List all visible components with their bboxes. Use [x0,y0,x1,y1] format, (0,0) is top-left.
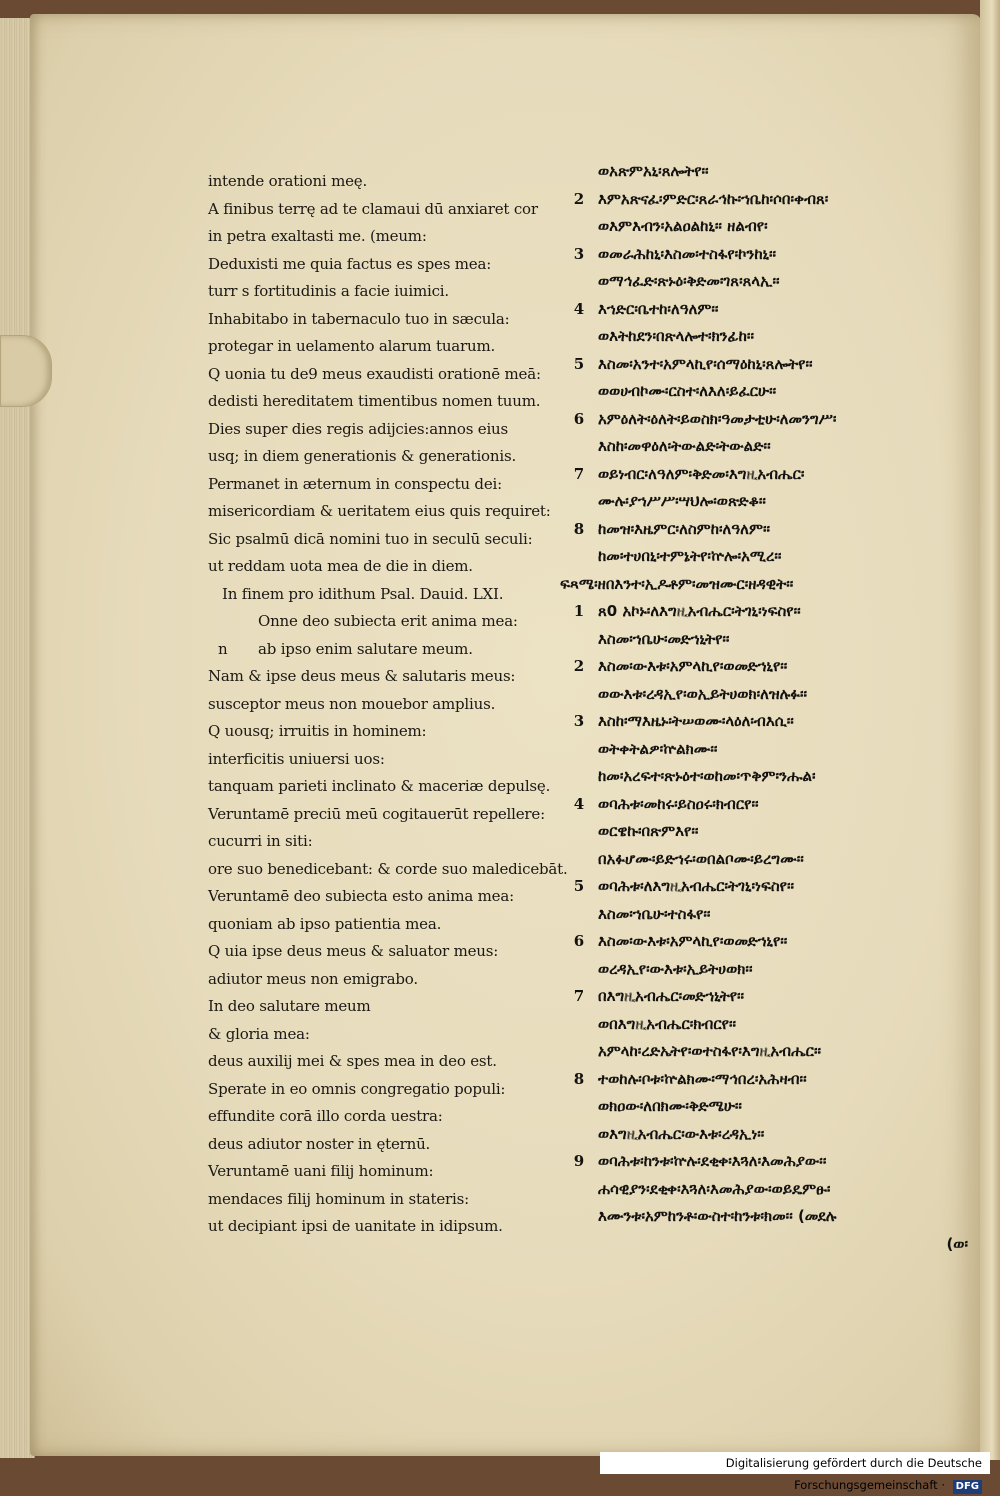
book-clasp [0,335,52,407]
verse-number: 9 [573,1152,585,1170]
ethiopic-line [560,1176,980,1204]
ethiopic-line-text: በአፉሆሙ፡ይድኀሩ፡ወበልቦሙ፡ይረግሙ፡፡ [598,849,804,868]
ethiopic-line [560,1203,980,1231]
latin-line [208,773,551,801]
ethiopic-line-text: እስመ፡ውእቱ፡አምላኪየ፡ወመድኀኒየ፡፡ [598,657,788,675]
verse-number: 3 [573,712,585,730]
latin-line [208,911,548,939]
latin-line [208,801,548,829]
verse-number: 4 [573,299,585,318]
ethiopic-line [560,241,980,269]
latin-line-text: Veruntamē preciū meū cogitauerūt repellere: [208,804,545,823]
latin-line [208,1103,548,1131]
ethiopic-line [560,1066,980,1094]
ethiopic-line [560,1121,980,1149]
latin-line [208,828,548,856]
ethiopic-line [560,543,980,571]
latin-line-text: susceptor meus non mouebor amplius. [208,694,496,713]
ethiopic-line-text: ጸ0 አኮኑ፡ለእግዚአብሔር፡ትገኒ፡ነፍስየ፡፡ [598,602,801,620]
ethiopic-line [560,351,980,379]
verse-number: 8 [573,519,585,538]
ethiopic-line-text: እሙንቱ፡አምከንቶ፡ውስተ፡ከንቱ፡ክመ፡፡ (መደሉ [598,1207,837,1225]
verse-number: 4 [573,794,585,813]
ethiopic-line-text: ወርዌኩ፡በጽምእየ፡፡ [598,822,699,840]
ethiopic-line-text: ወእግዚአብሔር፡ውእቱ፡ረዳኢነ፡፡ [598,1124,765,1143]
dfg-logo: DFG [953,1480,982,1494]
ethiopic-line [560,571,980,599]
ethiopic-line-text: ከመዝ፡እዜምር፡ለስምከ፡ለዓለም፡፡ [598,519,771,538]
verse-number: 6 [573,409,585,428]
ethiopic-line [560,928,980,956]
verse-number: 5 [573,354,585,373]
latin-line-text: in petra exaltasti me. (meum: [208,227,427,245]
footer-text: Digitalisierung gefördert durch die Deutsche Forschungsgemeinschaft · [725,1456,982,1492]
ethiopic-line-text: እስመ፡አንተ፡አምላኪየ፡ሰማዕከኒ፡ጸሎትየ፡፡ [598,354,813,373]
latin-line [208,443,548,471]
latin-line [208,251,548,279]
latin-line [208,856,568,884]
latin-line [208,1213,548,1241]
ethiopic-line-text: ወመራሕከኒ፡እስመ፡ተስፋየ፡ኮንከኒ፡፡ [598,244,777,263]
latin-line [208,608,548,636]
ethiopic-line-text: ወአጽምአኒ፡ጸሎትየ፡፡ [598,162,709,180]
latin-line-text: quoniam ab ipso patientia mea. [208,914,442,933]
latin-line [208,746,548,774]
ethiopic-line-text: እኀድር፡ቤተከ፡ለዓለም፡፡ [598,299,719,318]
ethiopic-line [560,1148,980,1176]
verse-number: 1 [573,602,585,620]
ethiopic-line-text: ወባሕቱ፡መከሩ፡ይስዐሩ፡ክብርየ፡፡ [598,794,759,813]
latin-line-text: deus adiutor noster in ęternū. [208,1134,431,1153]
ethiopic-line [560,736,980,764]
ethiopic-line [560,1231,980,1259]
ethiopic-line-text: ሙሉ፡ያኀሥሥ፡ሣህሎ፡ወጽድቆ፡፡ [598,492,766,510]
ethiopic-line [560,461,980,489]
verse-number: 3 [573,244,585,263]
ethiopic-line [560,1038,980,1066]
latin-line-text: dedisti hereditatem timentibus nomen tuum. [208,392,541,410]
ethiopic-line [560,791,980,819]
latin-line-text: usq; in diem generationis & generationis. [208,447,517,465]
ethiopic-line-text: ወወሀብኮሙ፡ርስተ፡ለእለ፡ይፈርሁ፡፡ [598,382,777,400]
ethiopic-line [560,1011,980,1039]
verse-number: 2 [573,189,585,208]
latin-line [208,663,548,691]
ethiopic-line [560,1093,980,1121]
verse-number: 8 [573,1069,585,1088]
ethiopic-line-text: ከመ፡አረፍተ፡ጽኑዕተ፡ወከመ፡ጥቅም፡ንሑል፡ [598,767,816,785]
ethiopic-line-text: ወይነብር፡ለዓለም፡ቅድመ፡እግዚአብሔር፡ [598,464,805,483]
latin-line-text: mendaces filij hominum in stateris: [208,1189,469,1208]
ethiopic-line-text: እስከ፡ማእዜኑ፡ትሠወሙ፡ላዕለ፡ብእሲ፡፡ [598,712,794,730]
ethiopic-line-text: ፍጻሜ፡ዘበእንተ፡ኢዶቶም፡መዝሙር፡ዘዳዊት፡፡ [560,574,794,593]
ethiopic-line [560,158,980,186]
latin-line-text: Sperate in eo omnis congregatio populi: [208,1079,506,1098]
ethiopic-line [560,653,980,681]
ethiopic-line [560,488,980,516]
latin-line [208,1048,548,1076]
latin-line-text: protegar in uelamento alarum tuarum. [208,337,496,355]
ethiopic-line-text: ወማኅፈድ፡ጽኑዕ፡ቅድመ፡ገጸ፡ጸላኢ፡፡ [598,272,780,290]
latin-line-text: misericordiam & ueritatem eius quis requiret: [208,502,551,520]
ethiopic-line-text: በእግዚአብሔር፡መድኀኒትየ፡፡ [598,987,745,1005]
latin-line [208,1186,548,1214]
latin-line [208,581,548,609]
ethiopic-line-text: አምዕለት፡ዕለት፡ይወስክ፡ዓመታቲሁ፡ለመንግሥ፡ [598,409,837,428]
ethiopic-line [560,681,980,709]
ethiopic-line [560,983,980,1011]
latin-line [208,718,548,746]
latin-line-text: Permanet in æternum in conspectu dei: [208,474,502,493]
ethiopic-line [560,901,980,929]
latin-line-text: Onne deo subiecta erit anima mea: [258,612,518,630]
latin-line-text: ore suo benedicebant: & corde suo maledicebāt. [208,859,568,878]
latin-line-text: Deduxisti me quia factus es spes mea: [208,254,492,273]
verse-number: 7 [573,464,585,483]
ethiopic-line [560,323,980,351]
latin-line [208,1131,548,1159]
latin-line [208,471,548,499]
latin-line-text: intende orationi meę. [208,172,368,190]
latin-line [208,993,548,1021]
ethiopic-column [560,158,980,1258]
latin-line [208,306,548,334]
ethiopic-line [560,433,980,461]
latin-line [208,883,548,911]
ethiopic-line [560,626,980,654]
dfg-footer [600,1452,990,1492]
ethiopic-line-text: ወእትከደን፡በጽላሎተ፡ክንፊከ፡፡ [598,327,755,345]
ethiopic-line-text: ወባሕቱ፡ለእግዚአብሔር፡ትገኒ፡ነፍስየ፡፡ [598,877,795,895]
latin-line [208,553,548,581]
ethiopic-line-text: እስከ፡መዋዕለ፡ትውልድ፡ትውልድ፡፡ [598,437,771,455]
ethiopic-line-text: አምላከ፡ረድኤትየ፡ወተስፋየ፡እግዚአብሔር፡፡ [598,1042,822,1060]
ethiopic-line [560,213,980,241]
ethiopic-line-text: ወበእግዚአብሔር፡ክብርየ፡፡ [598,1014,737,1033]
latin-line [208,278,548,306]
latin-line-text: Veruntamē deo subiecta esto anima mea: [208,887,514,905]
latin-line-text: A finibus terrę ad te clamaui dū anxiaret cor [208,199,538,218]
latin-line [208,526,548,554]
ethiopic-line-text: ወባሕቱ፡ከንቱ፡ኵሉ፡ደቂቀ፡እጓለ፡እመሕያው፡፡ [598,1152,827,1170]
latin-line-text: adiutor meus non emigrabo. [208,969,418,988]
latin-line [208,361,548,389]
verse-number: 2 [573,657,585,675]
latin-line [208,168,548,196]
ethiopic-line [560,873,980,901]
ethiopic-line [560,846,980,874]
latin-line-text: Veruntamē uani filij hominum: [208,1162,434,1180]
ethiopic-line-text: ሐሳዊያን፡ደቂቀ፡እጓለ፡እመሕያው፡ወይዴምፁ፡ [598,1179,831,1198]
ethiopic-line-text: እስመ፡ውእቱ፡አምላኪየ፡ወመድኀኒየ፡፡ [598,932,788,950]
latin-line-text: deus auxilij mei & spes mea in deo est. [208,1052,497,1070]
ethiopic-line [560,378,980,406]
latin-line-text: Sic psalmū dicā nomini tuo in seculū seculi: [208,529,533,548]
ethiopic-line [560,516,980,544]
verse-number: 7 [573,987,585,1005]
ethiopic-line-text: ተወከሉ፡ቦቱ፡ኵልክሙ፡ማኅበረ፡አሕዛብ፡፡ [598,1069,807,1088]
latin-column [208,168,568,1241]
latin-line-text: Q uonia tu de9 meus exaudisti orationē meā: [208,364,541,383]
ethiopic-line-text: ወውእቱ፡ረዳኢየ፡ወኢይትሀወክ፡ለዝሉፉ፡፡ [598,684,808,703]
verse-number: 5 [573,877,585,895]
ethiopic-line-text: ወረዳኢየ፡ውእቱ፡ኢይትሀወክ፡፡ [598,959,753,978]
latin-line [208,1076,548,1104]
page-right-edge [980,0,1000,1460]
latin-line-text: cucurri in siti: [208,832,313,850]
latin-line-text: & gloria mea: [208,1024,310,1043]
latin-line-text: In deo salutare meum [208,997,371,1015]
ethiopic-line-text: እስመ፡ኀቤሁ፡መድኀኒትየ፡፡ [598,629,730,648]
latin-line [208,416,548,444]
latin-line-text: ab ipso enim salutare meum. [258,639,473,658]
ethiopic-line [560,818,980,846]
ethiopic-line [560,186,980,214]
latin-line [208,333,548,361]
ethiopic-line-text: እምአጽናፈ፡ምድር፡ጸራኅኩ፡ኀቤከ፡ሶበ፡ቀብጸ፡ [598,189,829,208]
ethiopic-line-text: ወእምእብን፡አልዐልከኒ፡፡ ዘልብየ፡ [598,217,768,235]
latin-line-text: Inhabitabo in tabernaculo tuo in sæcula: [208,309,510,328]
latin-line: n ab ipso enim salutare meum. [218,639,473,658]
latin-line-text: Q uia ipse deus meus & saluator meus: [208,942,499,960]
latin-line-text: Nam & ipse deus meus & salutaris meus: [208,667,516,685]
latin-line [208,1021,548,1049]
ethiopic-line [560,763,980,791]
latin-line-text: interficitis uniuersi uos: [208,749,385,768]
ethiopic-line-text: (ወ፡ [946,1234,968,1253]
latin-line-text: effundite corā illo corda uestra: [208,1107,443,1125]
latin-line-text: ut decipiant ipsi de uanitate in idipsum. [208,1217,503,1235]
latin-line [208,388,548,416]
latin-line [208,223,548,251]
latin-line-text: tanquam parieti inclinato & maceriæ depulsę. [208,777,551,795]
latin-line-text: turr s fortitudinis a facie iuimici. [208,282,449,300]
latin-line [208,691,548,719]
ethiopic-line [560,708,980,736]
ethiopic-line-text: ወክዐው፡ለበክሙ፡ቅድሜሁ፡፡ [598,1097,742,1115]
latin-line-text: Dies super dies regis adijcies:annos eius [208,419,509,438]
ethiopic-line-text: ወትቀትልዎ፡ኵልክሙ፡፡ [598,739,718,758]
ethiopic-line-text: እስመ፡ኀቤሁ፡ተስፋየ፡፡ [598,904,711,923]
ethiopic-line [560,268,980,296]
ethiopic-line-text: ከመ፡ተሀበኒ፡ተምኔትየ፡ኵሎ፡አሚረ፡፡ [598,547,782,565]
latin-line-text: Q uousq; irruitis in hominem: [208,722,427,740]
latin-line [208,498,551,526]
ethiopic-line [560,406,980,434]
ethiopic-line [560,296,980,324]
latin-line [208,196,548,224]
latin-line [208,938,548,966]
latin-line [208,1158,548,1186]
latin-line-text: ut reddam uota mea de die in diem. [208,557,473,575]
latin-line [208,966,548,994]
ethiopic-line [560,598,980,626]
ethiopic-line [560,956,980,984]
verse-number: 6 [573,932,585,950]
latin-line-text: In finem pro idithum Psal. Dauid. LXI. [222,584,504,603]
